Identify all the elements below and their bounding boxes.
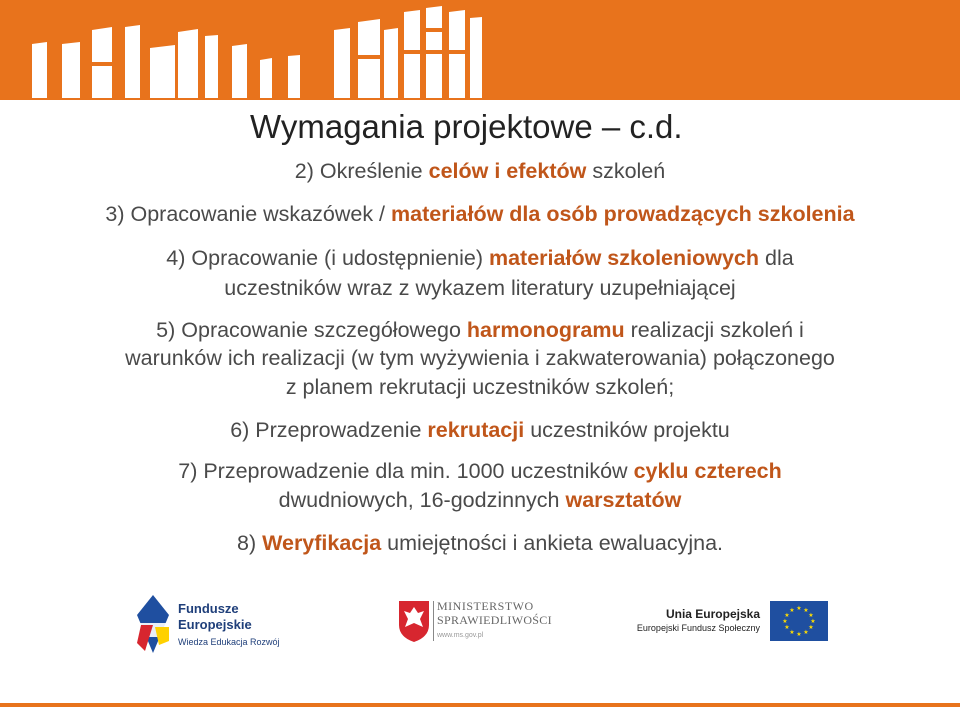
list-item	[0, 274, 960, 303]
list-item	[0, 344, 960, 373]
svg-text:★: ★	[784, 612, 790, 619]
body-text: 5) Opracowanie szczegółowego	[156, 318, 467, 342]
mn-line1: MINISTERSTWO	[437, 599, 534, 613]
footer-line	[0, 703, 960, 707]
svg-text:★: ★	[803, 629, 809, 636]
svg-text:★: ★	[808, 624, 814, 631]
body-text: umiejętności i ankieta ewaluacyjna.	[381, 531, 723, 555]
list-item	[0, 416, 960, 445]
list-item	[0, 529, 960, 558]
list-item	[0, 316, 960, 345]
body-text: warunków ich realizacji (w tym wyżywienia i zakwaterowania) połączonego	[125, 346, 835, 370]
fe-line1: Fundusze	[178, 601, 239, 616]
emphasis-text: rekrutacji	[427, 418, 525, 442]
fe-line3: Wiedza Edukacja Rozwój	[178, 637, 280, 647]
list-item	[0, 157, 960, 186]
body-text: 4) Opracowanie (i udostępnienie)	[166, 246, 489, 270]
list-item	[0, 200, 960, 229]
body-text: szkoleń	[586, 159, 666, 183]
svg-text:★: ★	[789, 607, 795, 614]
list-item	[0, 457, 960, 486]
logo-bar	[0, 585, 960, 665]
body-text: 8)	[236, 531, 263, 555]
svg-text:★: ★	[789, 629, 795, 636]
svg-text:★: ★	[796, 631, 802, 638]
emphasis-text: Weryfikacja	[262, 531, 382, 555]
svg-text:★: ★	[782, 618, 788, 625]
body-text: z planem rekrutacji uczestników szkoleń;	[285, 375, 675, 399]
body-text: dwudniowych, 16-godzinnych	[278, 488, 566, 512]
list-item	[0, 244, 960, 273]
body-text: uczestników wraz z wykazem literatury uzupełniającej	[224, 276, 736, 300]
emphasis-text: cyklu czterech	[633, 459, 782, 483]
body-text: uczestników projektu	[524, 418, 730, 442]
svg-text:★: ★	[810, 618, 816, 625]
svg-text:★: ★	[796, 605, 802, 612]
eagle-emblem-icon	[397, 599, 431, 643]
mn-line3: www.ms.gov.pl	[437, 632, 484, 639]
emphasis-text: materiałów dla osób prowadzących szkolenia	[391, 202, 855, 226]
eu-line1: Unia Europejska	[665, 607, 760, 621]
eu-flag-icon	[770, 601, 828, 641]
page-title: Wymagania projektowe – c.d.	[250, 108, 683, 145]
body-text: 7) Przeprowadzenie dla min. 1000 uczestników	[178, 459, 634, 483]
body-text: 3) Opracowanie wskazówek /	[105, 202, 391, 226]
divider	[433, 601, 434, 641]
svg-text:★: ★	[808, 612, 814, 619]
list-item	[0, 373, 960, 402]
emphasis-text: celów i efektów	[428, 159, 587, 183]
svg-text:★: ★	[803, 607, 809, 614]
body-text: dla	[759, 246, 794, 270]
mn-line2: SPRAWIEDLIWOŚCI	[437, 613, 552, 627]
body-text: 2) Określenie	[294, 159, 429, 183]
body-text: realizacji szkoleń i	[624, 318, 804, 342]
fe-star-icon	[135, 593, 171, 655]
eu-line2: Europejski Fundusz Społeczny	[636, 623, 760, 633]
emphasis-text: materiałów szkoleniowych	[488, 246, 760, 270]
header-banner	[0, 0, 960, 100]
emphasis-text: warsztatów	[565, 488, 682, 512]
banner-decoration	[0, 0, 960, 100]
fe-line2: Europejskie	[178, 617, 252, 632]
svg-text:★: ★	[784, 624, 790, 631]
body-text: 6) Przeprowadzenie	[230, 418, 428, 442]
emphasis-text: harmonogramu	[466, 318, 625, 342]
list-item	[0, 486, 960, 515]
